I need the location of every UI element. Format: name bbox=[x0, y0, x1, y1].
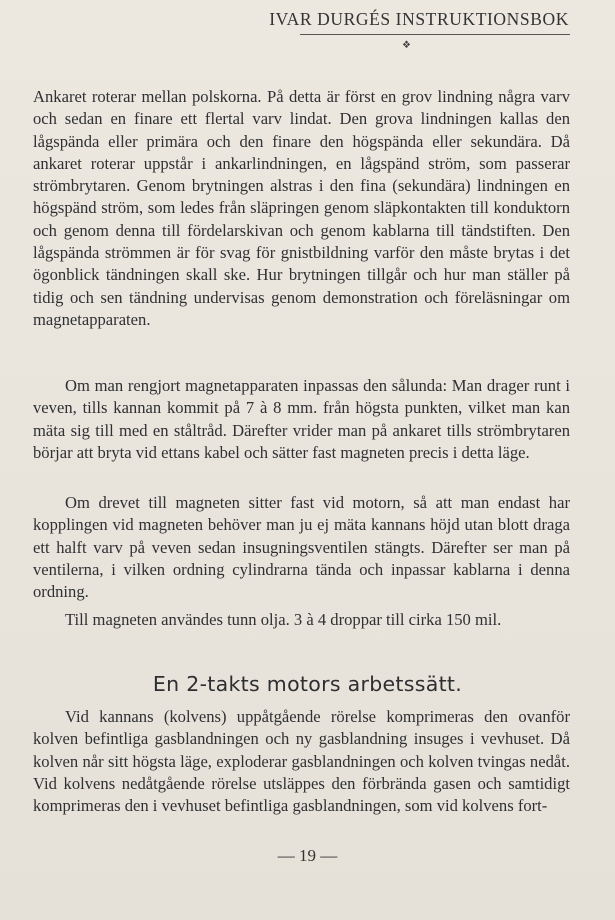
paragraph-magnet-fitting: Om man rengjort magnetapparaten inpassas den sålunda: Man drager runt i veven, tills kannan kommit på 7 à 8 mm. från högsta punkten, vilket man kan mäta sig till med en ståltråd. Därefter vrider man på ankaret tills strömbrytaren börjar att bryta vid ettans kabel och sätter fast magneten precis i detta läge. bbox=[33, 376, 570, 462]
running-header: IVAR DURGÉS INSTRUKTIONSBOK bbox=[269, 9, 569, 29]
paragraph-drive-coupling: Om drevet till magneten sitter fast vid motorn, så att man endast har kopplingen vid magneten behöver man ju ej mäta kannans höjd utan blott draga ett halft varv på veven sedan insugningsventilen stängts. Därefter ser man på ventilerna, i vilken ordning cylindrarna tända och inpassar kablarna i denna ordning. bbox=[33, 493, 570, 602]
paragraph-two-stroke: Vid kannans (kolvens) uppåtgående rörelse komprimeras den ovanför kolven befintliga gasblandningen och ny gasblandning insuges i vevhuset. Då kolven når sitt högsta läge, exploderar gasblandningen och kolven tvingas nedåt. Vid kolvens nedåtgående rörelse utsläppes den förbrända gasen och samtidigt komprimeras den i vevhuset befintliga gasblandningen, som vid kolvens fort- bbox=[33, 707, 570, 816]
page-number: — 19 — bbox=[277, 846, 338, 865]
section-heading: En 2-takts motors arbetssätt. bbox=[152, 672, 463, 696]
paragraph-magnet-description: Ankaret roterar mellan polskorna. På detta är först en grov lindning några varv och sedan en finare ett flertal varv lindat. Den grova lindningen kallas den lågspända eller primära och den finare den högspända eller sekundära. Då ankaret roterar uppstår i ankarlindningen, en lågspänd ström, som passerar strömbrytaren. Genom brytningen alstras i den fina (sekundära) lindningen en högspänd ström, som ledes från släpringen genom släpkontakten till konduktorn och genom denna till fördelarskivan och genom kablarna till tändstiften. Den lågspända strömmen är för svag för gnistbildning varför den måste brytas i det ögonblick tändningen skall ske. Hur brytningen tillgår och hur man ställer på tidig och sen tändning undervisas genom demonstration och föreläsningar om magnetapparaten. bbox=[33, 87, 570, 329]
ornament-icon: ❖ bbox=[402, 40, 411, 51]
header-rule bbox=[300, 34, 570, 35]
paragraph-oil: Till magneten användes tunn olja. 3 à 4 droppar till cirka 150 mil. bbox=[65, 610, 502, 629]
